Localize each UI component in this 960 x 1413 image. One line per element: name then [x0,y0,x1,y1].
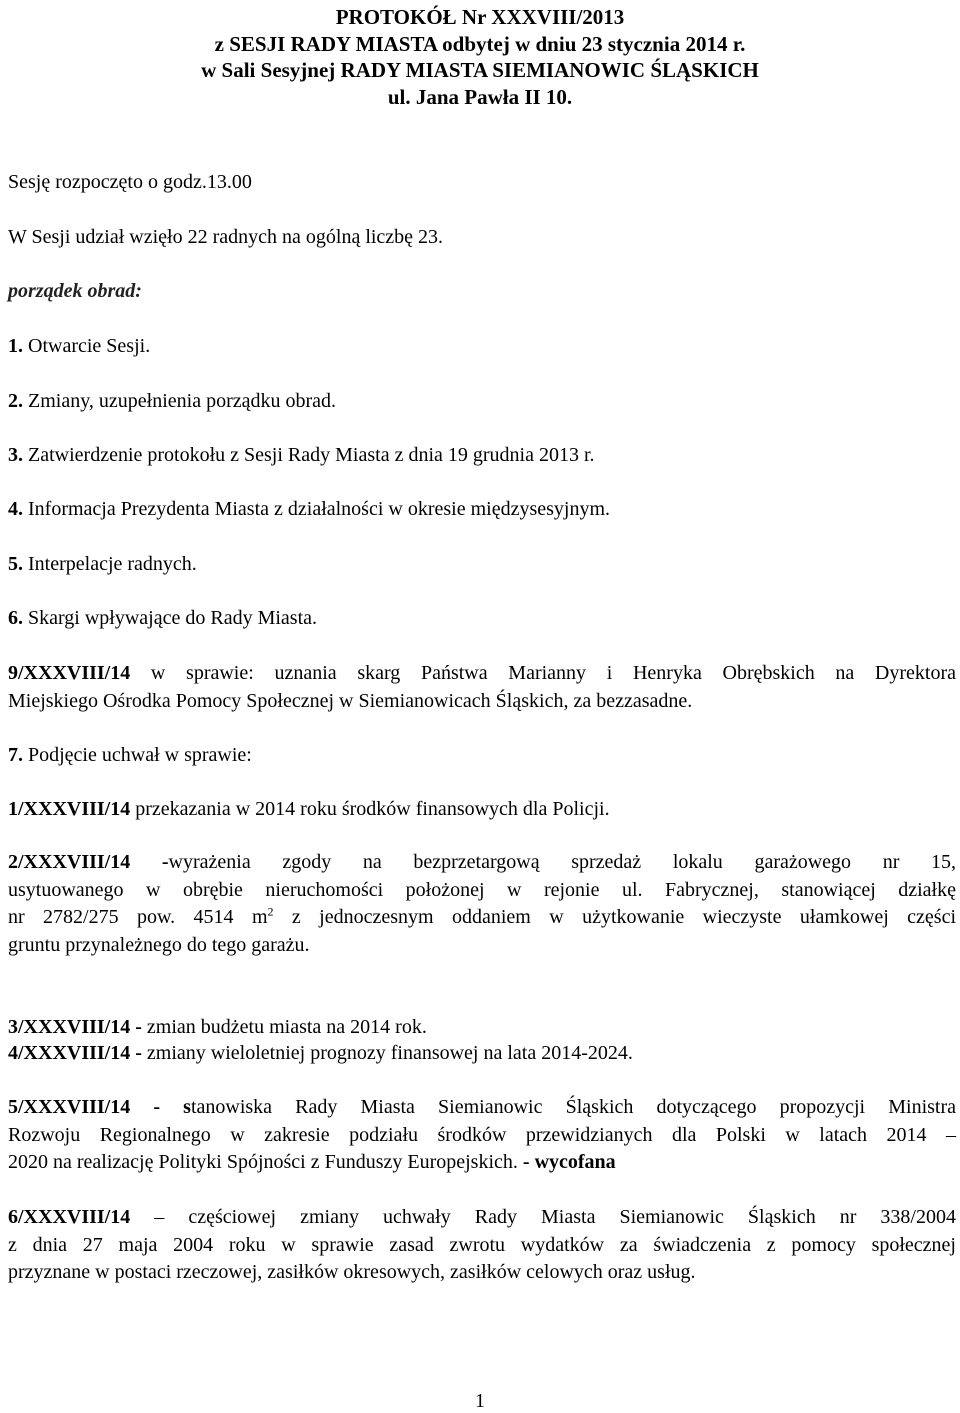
agenda-heading: porządek obrad: [8,280,142,302]
resolution-3: 3/XXXVIII/14 - zmian budżetu miasta na 2014 rok. [8,1016,427,1038]
title-line-1: PROTOKÓŁ Nr XXXVIII/2013 [335,5,625,29]
title-line-2: z SESJI RADY MIASTA odbytej w dniu 23 stycznia 2014 r. [214,31,746,56]
resolution-6: 6/XXXVIII/14 – częściowej zmiany uchwały Rady Miasta Siemianowic Śląskich nr 338/2004 z dnia 27 maja 2004 roku w sprawie zasad zwrotu wydatków za świadczenia z pomocy społecznej przyznane w postaci rzeczowej, zasiłków okresowych, zasiłków celowych oraz usług. [8,1206,956,1283]
complaint-resolution: 9/XXXVIII/14 w sprawie: uznania skarg Państwa Marianny i Henryka Obrębskich na Dyrektora Miejskiego Ośrodka Pomocy Społecznej w Siemianowicach Śląskich, za bezzasadne. [8,662,956,712]
agenda-item-5: 5. Interpelacje radnych. [8,553,197,575]
page-number: 1 [475,1390,485,1412]
agenda-item-3: 3. Zatwierdzenie protokołu z Sesji Rady Miasta z dnia 19 grudnia 2013 r. [8,444,595,466]
document-title [0,4,960,110]
resolution-4: 4/XXXVIII/14 - zmiany wieloletniej prognozy finansowej na lata 2014-2024. [8,1042,633,1064]
resolution-5: 5/XXXVIII/14 - stanowiska Rady Miasta Siemianowic Śląskich dotyczącego propozycji Ministra Rozwoju Regionalnego w zakresie podziału środków przewidzianych dla Polski w latach 2014 – 2020 na realizację Polityki Spójności z Funduszy Europejskich. - wycofana [8,1096,956,1173]
agenda-item-1: 1. Otwarcie Sesji. [8,335,151,357]
withdrawn-label: - wycofana [522,1151,616,1173]
title-line-3: w Sali Sesyjnej RADY MIASTA SIEMIANOWIC ŚLĄSKICH [201,58,759,82]
resolution-1: 1/XXXVIII/14 przekazania w 2014 roku środków finansowych dla Policji. [8,798,610,820]
agenda-item-2: 2. Zmiany, uzupełnienia porządku obrad. [8,390,337,412]
resolution-2: 2/XXXVIII/14 -wyrażenia zgody na bezprzetargową sprzedaż lokalu garażowego nr 15, usytuowanego w obrębie nieruchomości położonej w rejonie ul. Fabrycznej, stanowiącej działkę nr 2782/275 pow. 4514 $m^2$ z jednoczesnym oddaniem w użytkowanie wieczyste ułamkowej części gruntu przynależnego do tego garażu. [8,851,956,956]
agenda-item-4: 4. Informacja Prezydenta Miasta z działalności w okresie międzysesyjnym. [8,498,611,520]
session-start: Sesję rozpoczęto o godz.13.00 [8,171,252,193]
attendance: W Sesji udział wzięło 22 radnych na ogólną liczbę 23. [8,226,444,248]
agenda-item-6: 6. Skargi wpływające do Rady Miasta. [8,607,318,629]
title-line-4: ul. Jana Pawła II 10. [387,84,573,109]
agenda-item-7: 7. Podjęcie uchwał w sprawie: [8,744,252,766]
